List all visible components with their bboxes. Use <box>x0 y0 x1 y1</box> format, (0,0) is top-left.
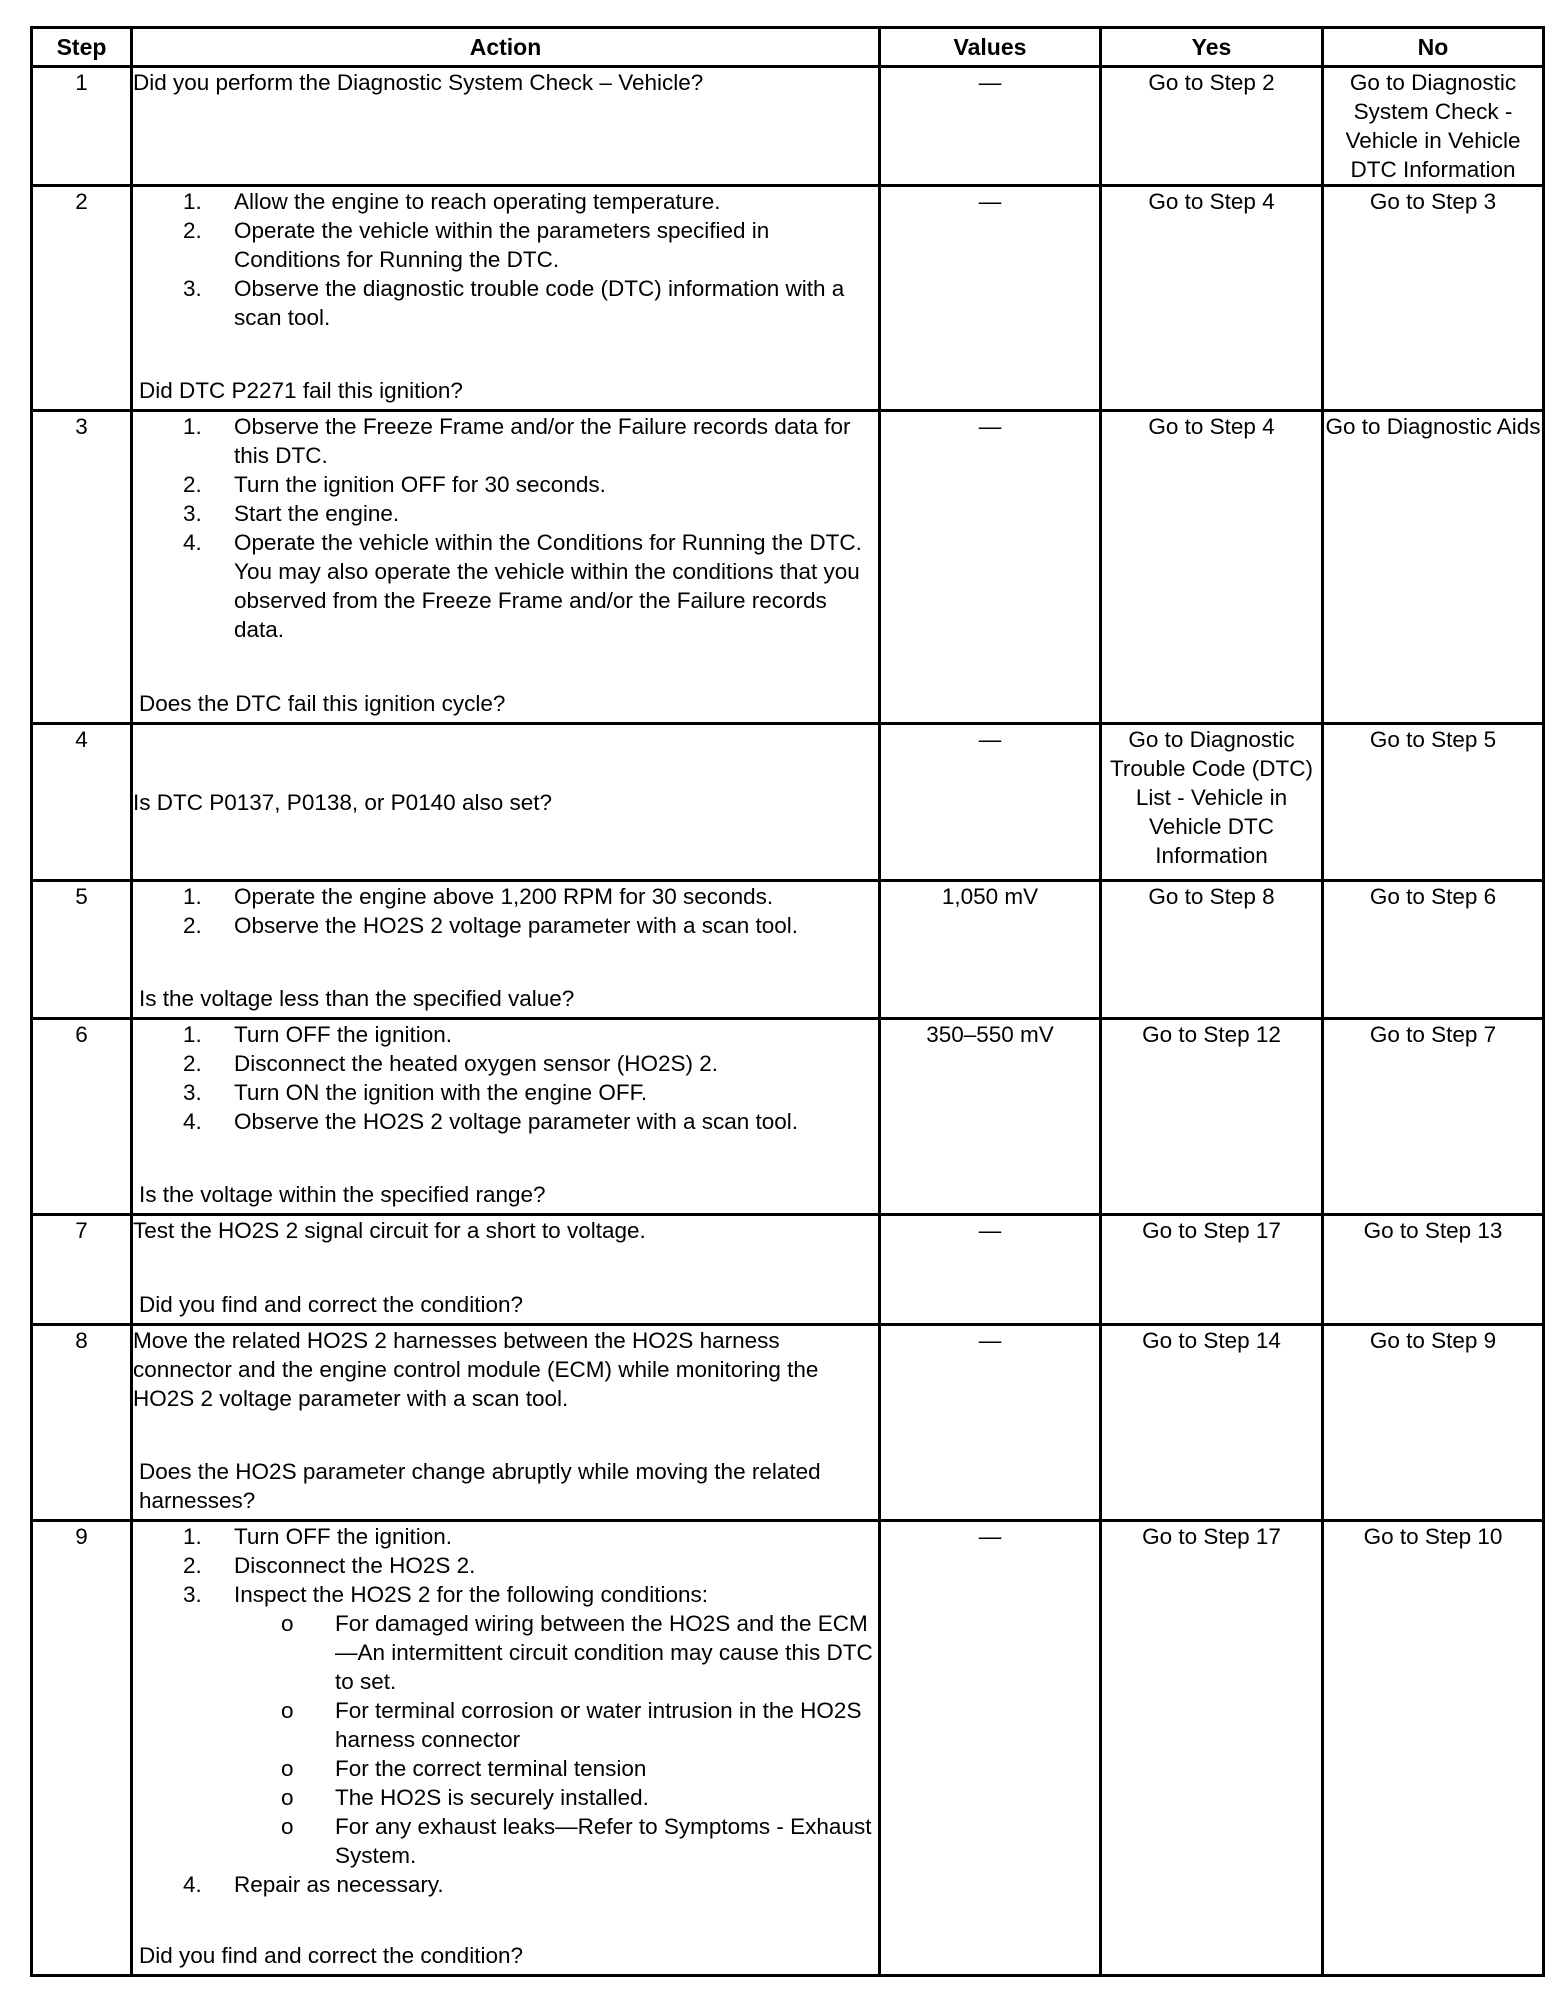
table-row <box>32 881 1544 1019</box>
yes-cell: Go to Step 12 <box>1101 1019 1323 1215</box>
condition-item: o For damaged wiring between the HO2S and the ECM—An intermittent circuit condition may cause this DTC to set. <box>281 1611 873 1694</box>
table-row <box>32 411 1544 724</box>
action-question: Is the voltage within the specified range? <box>139 1182 546 1207</box>
action-steps <box>133 882 878 940</box>
table-header-row <box>32 28 1544 67</box>
action-steps <box>133 1522 878 1899</box>
condition-item: o For terminal corrosion or water intrusion in the HO2S harness connector <box>281 1698 862 1752</box>
action-step: 1. Turn OFF the ignition. <box>183 1524 453 1549</box>
values-cell: — <box>880 1325 1101 1521</box>
table-row <box>32 724 1544 881</box>
no-cell: Go to Step 13 <box>1323 1215 1544 1325</box>
yes-cell: Go to Step 8 <box>1101 881 1323 1019</box>
header-values: Values <box>880 28 1101 67</box>
yes-cell: Go to Step 4 <box>1101 186 1323 411</box>
action-cell <box>132 1215 880 1325</box>
table-row <box>32 186 1544 411</box>
action-cell <box>132 1521 880 1976</box>
header-step: Step <box>32 28 132 67</box>
header-action: Action <box>132 28 880 67</box>
step-number: 9 <box>32 1521 132 1976</box>
no-cell: Go to Step 3 <box>1323 186 1544 411</box>
no-cell: Go to Step 7 <box>1323 1019 1544 1215</box>
action-cell <box>132 1325 880 1521</box>
yes-cell: Go to Step 17 <box>1101 1215 1323 1325</box>
yes-cell: Go to Step 14 <box>1101 1325 1323 1521</box>
action-cell <box>132 411 880 724</box>
step-number: 5 <box>32 881 132 1019</box>
no-cell: Go to Diagnostic System Check - Vehicle in Vehicle DTC Information <box>1323 67 1544 186</box>
action-steps <box>133 187 878 332</box>
action-step: 1. Operate the engine above 1,200 RPM for 30 seconds. <box>183 884 774 909</box>
values-cell: — <box>880 411 1101 724</box>
action-steps <box>133 1020 878 1136</box>
action-step: 3. Start the engine. <box>183 501 400 526</box>
table-row <box>32 1215 1544 1325</box>
action-step: 1. Turn OFF the ignition. <box>183 1022 453 1047</box>
no-cell: Go to Step 9 <box>1323 1325 1544 1521</box>
condition-item: o For any exhaust leaks—Refer to Symptoms - Exhaust System. <box>281 1814 872 1868</box>
action-step: 2. Observe the HO2S 2 voltage parameter with a scan tool. <box>183 913 799 938</box>
header-no: No <box>1323 28 1544 67</box>
action-text: Did you perform the Diagnostic System Check – Vehicle? <box>133 70 704 95</box>
action-step: 2. Disconnect the HO2S 2. <box>183 1553 476 1578</box>
yes-cell: Go to Step 17 <box>1101 1521 1323 1976</box>
step-number: 7 <box>32 1215 132 1325</box>
step-number: 1 <box>32 67 132 186</box>
action-step: 3. Inspect the HO2S 2 for the following conditions: o For damaged wiring between the HO2S and the ECM—An intermittent circuit condition may cause this DTC to set. o For terminal corrosion or water intrusion in the HO2S harness connector o For the correct terminal tension o The HO2S is securely installed. o For any exhaust leaks—Refer to Symptoms - Exhaust System. <box>133 1580 878 1870</box>
action-question: Did you find and correct the condition? <box>139 1292 523 1317</box>
table-row <box>32 67 1544 186</box>
action-step: 3. Turn ON the ignition with the engine OFF. <box>183 1080 648 1105</box>
step-number: 8 <box>32 1325 132 1521</box>
values-cell: 350–550 mV <box>880 1019 1101 1215</box>
step-number: 2 <box>32 186 132 411</box>
table-row <box>32 1521 1544 1976</box>
yes-cell: Go to Step 4 <box>1101 411 1323 724</box>
action-question: Does the HO2S parameter change abruptly while moving the related harnesses? <box>139 1459 821 1513</box>
condition-list <box>234 1609 878 1870</box>
action-cell <box>132 1019 880 1215</box>
action-step: 3. Observe the diagnostic trouble code (DTC) information with a scan tool. <box>183 276 845 330</box>
action-step: 4. Observe the HO2S 2 voltage parameter with a scan tool. <box>183 1109 799 1134</box>
condition-item: o The HO2S is securely installed. <box>281 1785 649 1810</box>
action-question: Did DTC P2271 fail this ignition? <box>139 378 463 403</box>
values-cell: — <box>880 67 1101 186</box>
no-cell: Go to Step 5 <box>1323 724 1544 881</box>
action-question: Did you find and correct the condition? <box>139 1943 523 1968</box>
action-step: 1. Allow the engine to reach operating temperature. <box>183 189 721 214</box>
diagnostic-table <box>30 26 1545 1977</box>
yes-cell: Go to Diagnostic Trouble Code (DTC) List - Vehicle in Vehicle DTC Information <box>1101 724 1323 881</box>
action-steps <box>133 412 878 644</box>
no-cell: Go to Step 6 <box>1323 881 1544 1019</box>
header-yes: Yes <box>1101 28 1323 67</box>
no-cell: Go to Diagnostic Aids <box>1323 411 1544 724</box>
values-cell: — <box>880 724 1101 881</box>
table-row <box>32 1325 1544 1521</box>
action-step: 4. Operate the vehicle within the Conditions for Running the DTC. You may also operate the vehicle within the conditions that you observed from the Freeze Frame and/or the Failure records data. <box>183 530 862 642</box>
action-cell <box>132 724 880 881</box>
action-step: 4. Repair as necessary. <box>183 1872 444 1897</box>
no-cell: Go to Step 10 <box>1323 1521 1544 1976</box>
values-cell: 1,050 mV <box>880 881 1101 1019</box>
action-cell <box>132 186 880 411</box>
step-number: 3 <box>32 411 132 724</box>
action-question: Does the DTC fail this ignition cycle? <box>139 691 506 716</box>
action-question: Is the voltage less than the specified value? <box>139 986 575 1011</box>
values-cell: — <box>880 186 1101 411</box>
action-step: 2. Operate the vehicle within the parameters specified in Conditions for Running the DTC. <box>183 218 770 272</box>
yes-cell: Go to Step 2 <box>1101 67 1323 186</box>
action-step: 2. Turn the ignition OFF for 30 seconds. <box>183 472 606 497</box>
action-step: 1. Observe the Freeze Frame and/or the Failure records data for this DTC. <box>183 414 851 468</box>
action-cell <box>132 881 880 1019</box>
step-number: 4 <box>32 724 132 881</box>
values-cell: — <box>880 1215 1101 1325</box>
action-text: Move the related HO2S 2 harnesses between the HO2S harness connector and the engine control module (ECM) while monitoring the HO2S 2 voltage parameter with a scan tool. <box>133 1328 819 1411</box>
values-cell: — <box>880 1521 1101 1976</box>
action-text: Test the HO2S 2 signal circuit for a short to voltage. <box>133 1218 646 1243</box>
action-text: Is DTC P0137, P0138, or P0140 also set? <box>133 789 552 815</box>
action-cell <box>132 67 880 186</box>
step-number: 6 <box>32 1019 132 1215</box>
condition-item: o For the correct terminal tension <box>281 1756 647 1781</box>
table-row <box>32 1019 1544 1215</box>
action-step: 2. Disconnect the heated oxygen sensor (HO2S) 2. <box>183 1051 719 1076</box>
